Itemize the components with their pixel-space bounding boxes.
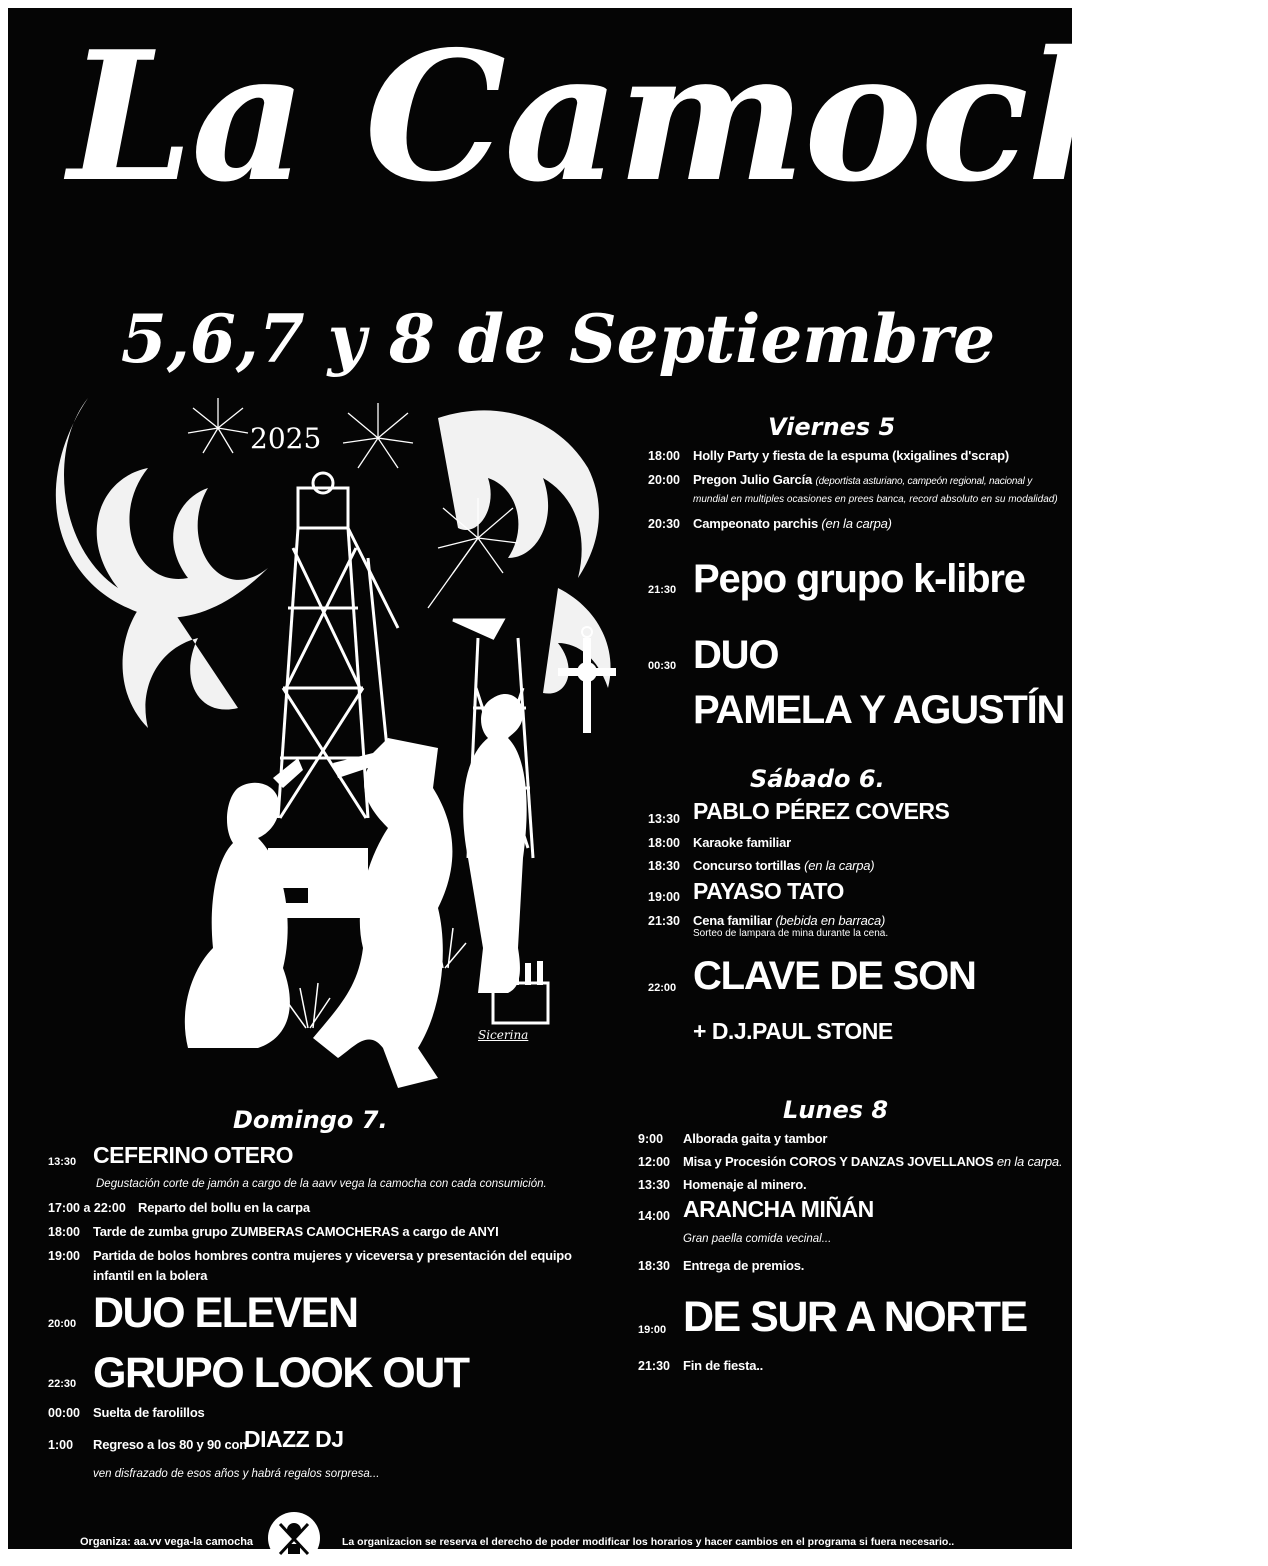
- event-time: 18:30: [638, 1259, 670, 1273]
- viernes-heading: Viernes 5: [768, 413, 896, 441]
- event-note: (bebida en barraca): [775, 913, 886, 928]
- event-text: Reparto del bollu en la carpa: [138, 1200, 310, 1215]
- event-time: 20:00: [48, 1318, 77, 1330]
- event-text: Fin de fiesta..: [683, 1358, 764, 1373]
- event-text: Partida de bolos hombres contra mujeres y viceversa y presentación del equipo: [93, 1248, 572, 1263]
- event-time: 20:30: [648, 517, 680, 531]
- event-note: en la carpa.: [996, 1154, 1063, 1169]
- event-text: Regreso a los 80 y 90 con: [93, 1437, 247, 1452]
- event-time: 18:30: [648, 859, 680, 873]
- event-text: Misa y Procesión COROS Y DANZAS JOVELLANOS en la carpa.: [683, 1154, 1063, 1169]
- event-headliner: CLAVE DE SON: [693, 954, 976, 998]
- event-time: 19:00: [48, 1249, 80, 1263]
- event-headliner: DIAZZ DJ: [244, 1426, 344, 1452]
- event-text: Cena familiar (bebida en barraca): [693, 913, 886, 928]
- event-headliner: PABLO PÉREZ COVERS: [693, 798, 950, 824]
- event-note: mundial en multiples ocasiones en prees banca, record absoluto en su modalidad): [693, 494, 1058, 505]
- event-note: (en la carpa): [821, 516, 892, 531]
- event-text: Pregon Julio García (deportista asturiano, campeón regional, nacional y: [693, 472, 1033, 487]
- event-time: 19:00: [648, 890, 680, 904]
- event-note: Degustación corte de jamón a cargo de la aavv vega la camocha con cada consumición.: [96, 1178, 547, 1190]
- artist-signature: Sicerina: [478, 1028, 529, 1042]
- event-note: Gran paella comida vecinal...: [683, 1233, 832, 1245]
- event-headliner: DUO: [693, 633, 779, 677]
- event-time: 14:00: [638, 1209, 670, 1223]
- event-time: 22:30: [48, 1378, 77, 1390]
- domingo-heading: Domingo 7.: [233, 1106, 388, 1134]
- event-text: Campeonato parchis (en la carpa): [693, 516, 892, 531]
- event-headliner: PAYASO TATO: [693, 878, 844, 904]
- organizer-credit: Organiza: aa.vv vega-la camocha: [80, 1536, 254, 1548]
- sabado-heading: Sábado 6.: [750, 765, 885, 793]
- event-headliner: ARANCHA MIÑÁN: [683, 1196, 874, 1222]
- event-note: ven disfrazado de esos años y habrá regalos sorpresa...: [93, 1468, 380, 1480]
- event-headliner: DUO ELEVEN: [93, 1289, 358, 1337]
- event-time: 18:00: [648, 836, 680, 850]
- event-text: Alborada gaita y tambor: [683, 1131, 828, 1146]
- event-time: 19:00: [638, 1324, 667, 1336]
- event-time: 9:00: [638, 1132, 664, 1146]
- event-time: 22:00: [648, 982, 677, 994]
- event-time: 12:00: [638, 1155, 670, 1169]
- event-note: Sorteo de lampara de mina durante la cena.: [693, 928, 889, 939]
- event-headliner: DE SUR A NORTE: [683, 1293, 1027, 1341]
- event-time: 20:00: [648, 473, 680, 487]
- event-time: 1:00: [48, 1438, 74, 1452]
- event-text: Holly Party y fiesta de la espuma (kxigalines d'scrap): [693, 448, 1009, 463]
- event-headliner: PAMELA Y AGUSTÍN: [693, 688, 1065, 732]
- mine-headframe-dancers-illustration: [38, 388, 638, 1108]
- event-text: Suelta de farolillos: [93, 1405, 205, 1420]
- event-time: 00:30: [648, 660, 677, 672]
- event-headliner: CEFERINO OTERO: [93, 1142, 294, 1168]
- event-headliner: + D.J.PAUL STONE: [693, 1018, 893, 1044]
- event-text: Entrega de premios.: [683, 1258, 805, 1273]
- event-time: 13:30: [638, 1178, 670, 1192]
- event-headliner: Pepo grupo k-libre: [693, 557, 1025, 601]
- event-time: 13:30: [648, 812, 680, 826]
- event-text: Concurso tortillas (en la carpa): [693, 858, 875, 873]
- event-note: (deportista asturiano, campeón regional, nacional y: [815, 476, 1033, 487]
- miners-association-logo-icon: [266, 1510, 322, 1566]
- event-time: 21:30: [638, 1359, 670, 1373]
- event-text: infantil en la bolera: [93, 1268, 208, 1283]
- poster: [8, 8, 1268, 1549]
- festival-dates: 5,6,7 y 8 de Septiembre: [120, 300, 996, 378]
- event-headliner: GRUPO LOOK OUT: [93, 1349, 469, 1397]
- page-title: La Camocha: [68, 12, 1268, 221]
- event-time: 17:00 a 22:00: [48, 1201, 126, 1215]
- event-note: (en la carpa): [804, 858, 875, 873]
- event-text: Karaoke familiar: [693, 835, 791, 850]
- event-time: 00:00: [48, 1406, 80, 1420]
- year-label: 2025: [250, 422, 322, 455]
- disclaimer: La organizacion se reserva el derecho de poder modificar los horarios y hacer cambios en el programa si fuera necesario..: [342, 1536, 955, 1548]
- event-text: Homenaje al minero.: [683, 1177, 807, 1192]
- event-time: 13:30: [48, 1156, 77, 1168]
- event-time: 21:30: [648, 584, 677, 596]
- event-text: Tarde de zumba grupo ZUMBERAS CAMOCHERAS a cargo de ANYI: [93, 1224, 499, 1239]
- event-time: 18:00: [648, 449, 680, 463]
- lunes-heading: Lunes 8: [783, 1096, 889, 1124]
- event-time: 18:00: [48, 1225, 80, 1239]
- event-time: 21:30: [648, 914, 680, 928]
